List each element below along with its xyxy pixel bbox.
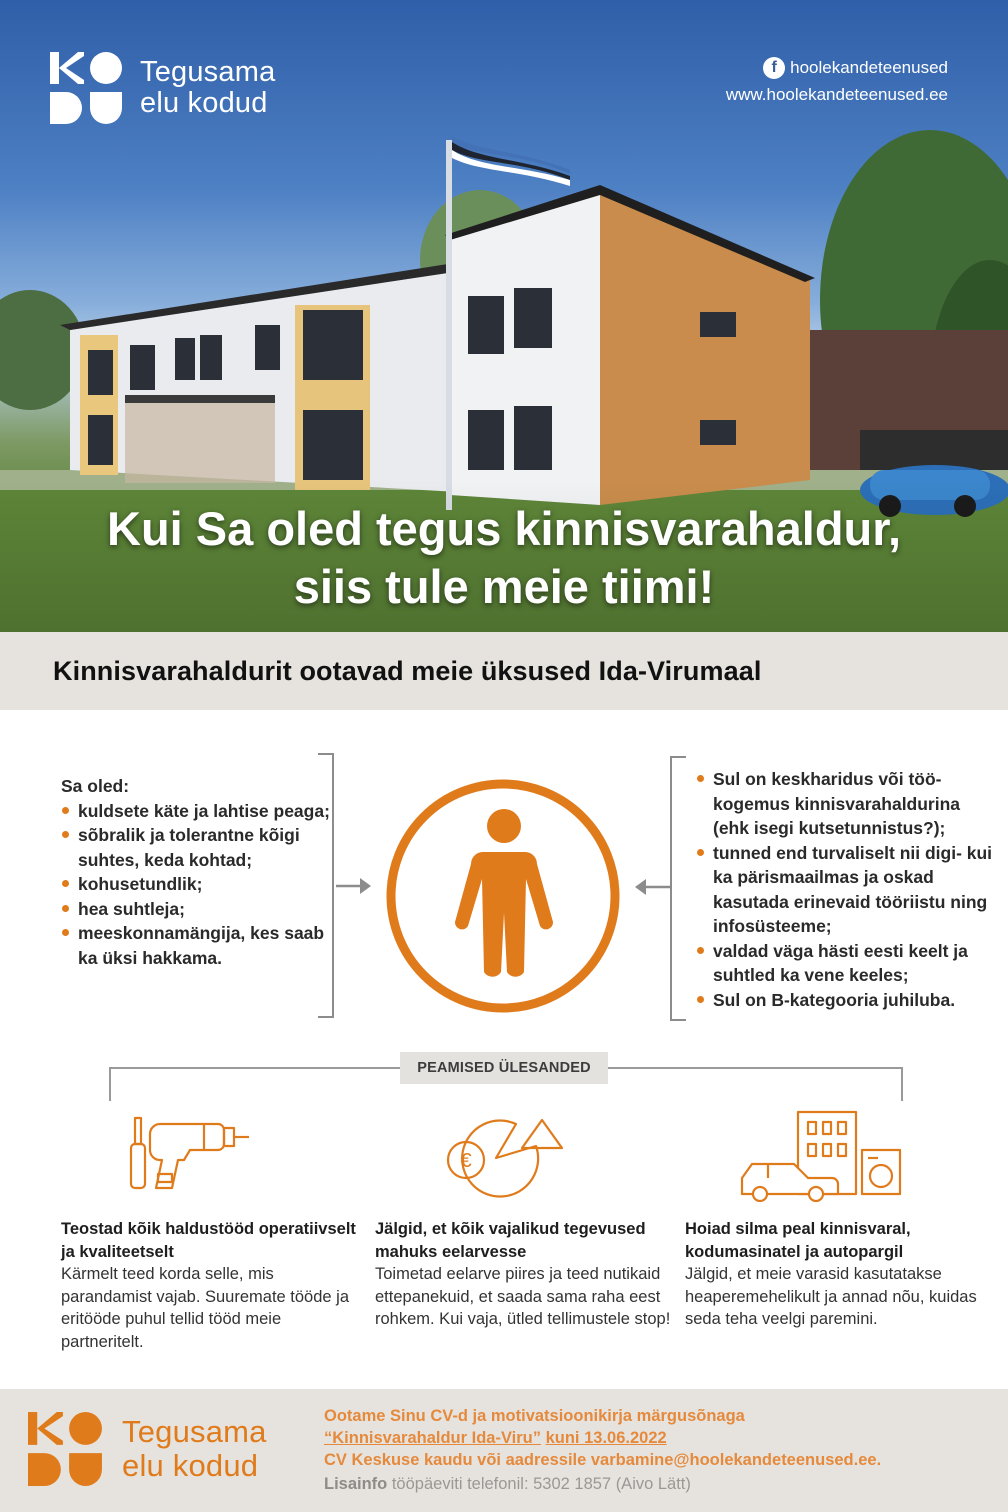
list-item: Sul on keskharidus või töö-kogemus kinnisvarahaldurina (ehk isegi kutsetunnistus?);	[696, 767, 996, 841]
info-label: Lisainfo	[324, 1475, 388, 1493]
apply-line-2	[324, 1427, 1004, 1449]
list-item: tunned end turvaliselt nii digi- kui ka pärismaailmas ja oskad kasutada erinevaid tööriistu ning infosüsteeme;	[696, 841, 996, 939]
footer-logo	[28, 1411, 267, 1487]
hero-photo	[0, 0, 1008, 632]
social-links	[726, 54, 948, 108]
brand-name	[140, 57, 275, 119]
list-item: sõbralik ja tolerantne kõigi suhtes, keda kohtad;	[61, 823, 331, 872]
bracket-left	[318, 753, 334, 1018]
tasks-label: PEAMISED ÜLESANDED	[400, 1052, 608, 1084]
tools-icon	[128, 1114, 252, 1194]
task-title: Jälgid, et kõik vajalikud tegevused mahuks eelarvesse	[375, 1220, 646, 1261]
brand-line-1: Tegusama	[140, 56, 276, 88]
footer	[0, 1389, 1008, 1512]
kodu-logo-icon	[50, 52, 124, 124]
brand-line-2: elu kodud	[122, 1448, 259, 1483]
brand-line-2: elu kodud	[140, 87, 268, 119]
task-desc: Kärmelt teed korda selle, mis parandamist vajab. Suuremate tööde ja eritööde puhul tellid tööd meie partneritelt.	[61, 1265, 350, 1351]
list-item: kohusetundlik;	[61, 872, 331, 897]
application-info	[324, 1405, 1004, 1495]
contact-info	[324, 1473, 1004, 1495]
list-item: meeskonnamängija, kes saab ka üksi hakkama.	[61, 921, 331, 970]
budget-pie-icon	[444, 1114, 566, 1198]
headline-line-2: siis tule meie tiimi!	[293, 560, 715, 613]
task-item	[61, 1218, 361, 1353]
subheader-band	[0, 632, 1008, 710]
info-text: tööpäeviti telefonil: 5302 1857 (Aivo Lätt)	[387, 1475, 691, 1493]
apply-line-1: Ootame Sinu CV-d ja motivatsioonikirja märgusõnaga	[324, 1407, 745, 1425]
hero-headline	[0, 500, 1008, 616]
requirements-right	[696, 767, 996, 1012]
list-item: valdad väga hästi eesti keelt ja suhtled ka vene keeles;	[696, 939, 996, 988]
keyword: “Kinnisvarahaldur Ida-Viru”	[324, 1429, 541, 1447]
task-title: Hoiad silma peal kinnisvaral, kodumasinatel ja autopargil	[685, 1220, 911, 1261]
kodu-logo-icon	[28, 1411, 104, 1487]
website-link[interactable]: www.hoolekandeteenused.ee	[725, 85, 948, 104]
arrow-right-icon	[336, 875, 372, 897]
task-item	[375, 1218, 675, 1331]
task-desc: Jälgid, et meie varasid kasutatakse heaperemehelikult ja annad nõu, kuidas seda teha veelgi paremini.	[685, 1265, 977, 1328]
svg-text:€: €	[460, 1150, 472, 1172]
facebook-handle[interactable]: hoolekandeteenused	[790, 58, 948, 77]
apply-email-line[interactable]: CV Keskuse kaudu või aadressile varbamine@hoolekandeteenused.ee.	[324, 1451, 882, 1469]
person-icon	[383, 776, 623, 1016]
requirements-left	[61, 774, 331, 970]
subheader-title: Kinnisvarahaldurit ootavad meie üksused Ida-Virumaal	[53, 655, 762, 686]
property-icon	[738, 1108, 904, 1202]
headline-line-1: Kui Sa oled tegus kinnisvarahaldur,	[107, 502, 901, 555]
requirements-lead: Sa oled:	[61, 776, 130, 796]
task-title: Teostad kõik haldustööd operatiivselt ja kvaliteetselt	[61, 1220, 356, 1261]
brand-logo	[50, 52, 275, 124]
arrow-left-icon	[634, 876, 670, 898]
brand-line-1: Tegusama	[122, 1414, 267, 1449]
list-item: hea suhtleja;	[61, 897, 331, 922]
facebook-link[interactable]	[726, 54, 948, 81]
list-item: Sul on B-kategooria juhiluba.	[696, 988, 996, 1013]
list-item: kuldsete käte ja lahtise peaga;	[61, 799, 331, 824]
task-desc: Toimetad eelarve piires ja teed nutikaid ettepanekuid, et saada sama raha eest rohkem. Kui vaja, ütled tellimustele stop!	[375, 1265, 671, 1328]
facebook-icon: f	[763, 57, 785, 79]
footer-brand-name	[122, 1415, 267, 1483]
deadline: kuni 13.06.2022	[545, 1429, 667, 1447]
task-item	[685, 1218, 985, 1331]
bracket-right	[670, 756, 686, 1021]
